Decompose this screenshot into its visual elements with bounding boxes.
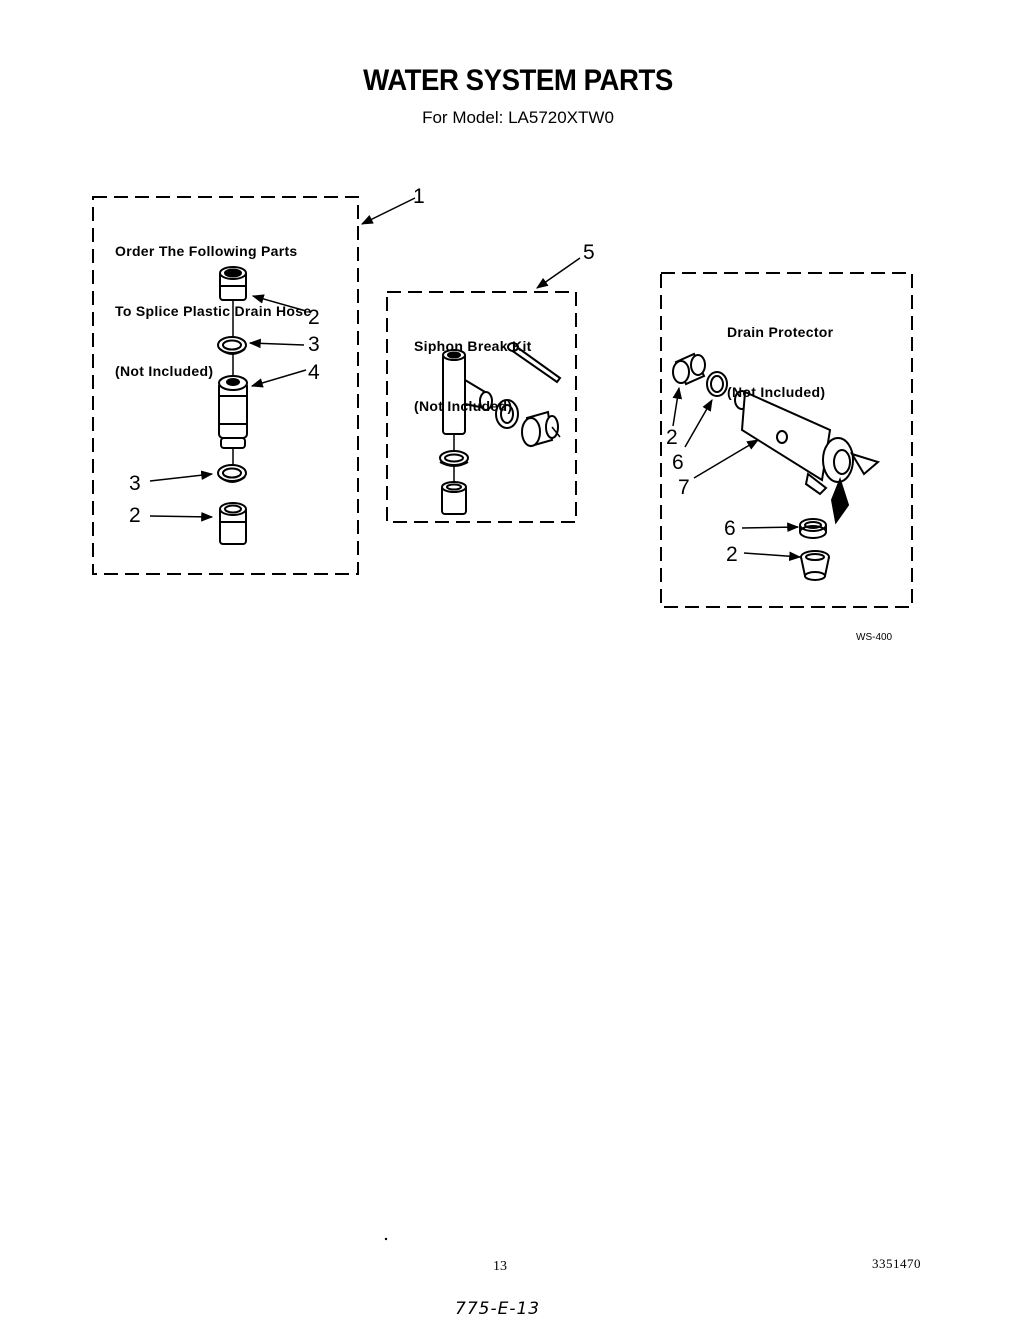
callout-drain-2: 2 xyxy=(666,426,678,449)
arrow-drain-7 xyxy=(694,440,758,478)
arrow-drain-6 xyxy=(685,400,712,447)
coupling-icon xyxy=(220,503,246,544)
figure-code: WS-400 xyxy=(856,632,893,643)
arrow-drain-6-lower xyxy=(742,527,798,528)
callout-splice-3-bottom: 3 xyxy=(129,472,141,495)
splice-label-line-3: (Not Included) xyxy=(115,363,214,379)
callout-drain-6-lower: 6 xyxy=(724,517,736,540)
splice-label-line-1: Order The Following Parts xyxy=(115,243,298,259)
page-subtitle: For Model: LA5720XTW0 xyxy=(422,108,614,127)
coupling-icon xyxy=(442,482,466,514)
splice-label-line-2: To Splice Plastic Drain Hose xyxy=(115,303,312,319)
callout-drain-6: 6 xyxy=(672,451,684,474)
callout-splice-2-top: 2 xyxy=(308,306,320,329)
drain-label-line-1: Drain Protector xyxy=(727,324,834,340)
arrow-drain-2-lower xyxy=(744,553,800,557)
callout-drain-7: 7 xyxy=(678,476,690,499)
leader-5 xyxy=(537,258,580,288)
leader-1 xyxy=(362,198,415,224)
drain-box-label xyxy=(727,282,833,422)
coupling-icon xyxy=(801,551,829,580)
speck-mark xyxy=(385,1238,387,1240)
callout-splice-3-top: 3 xyxy=(308,333,320,356)
siphon-label-line-1: Siphon Break Kit xyxy=(414,338,532,354)
page-number: 13 xyxy=(493,1259,507,1274)
arrow-splice-3-bottom xyxy=(150,474,212,481)
siphon-label-line-2: (Not Included) xyxy=(414,398,513,414)
clamp-icon xyxy=(707,372,727,396)
clamp-icon xyxy=(218,465,246,482)
drain-label-line-2: (Not Included) xyxy=(727,384,826,400)
siphon-box-label xyxy=(414,296,532,436)
callout-splice-2-bottom: 2 xyxy=(129,504,141,527)
page-title: WATER SYSTEM PARTS xyxy=(363,64,673,97)
clamp-icon xyxy=(800,519,826,538)
arrow-drain-2 xyxy=(673,388,679,426)
document-number: 3351470 xyxy=(872,1256,921,1271)
splice-box-label xyxy=(115,201,311,401)
handwritten-note: 775-E-13 xyxy=(455,1299,541,1319)
callout-1: 1 xyxy=(413,185,425,208)
callout-5: 5 xyxy=(583,241,595,264)
arrow-splice-2-bottom xyxy=(150,516,212,517)
callout-splice-4: 4 xyxy=(308,361,320,384)
callout-drain-2-lower: 2 xyxy=(726,543,738,566)
coupling-icon xyxy=(673,354,705,384)
clamp-icon xyxy=(440,451,468,466)
